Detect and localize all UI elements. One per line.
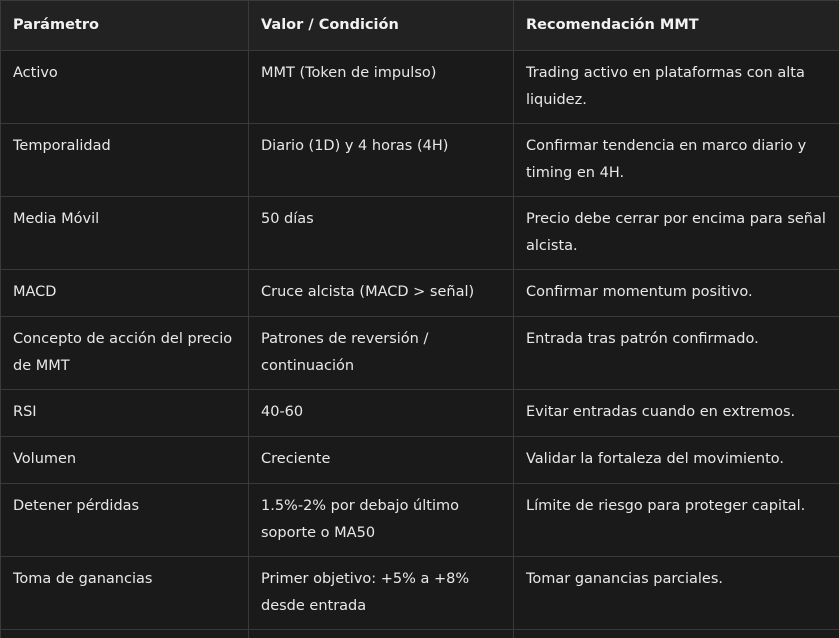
cell-parametro: Detener pérdidas [1,484,249,557]
table-row [1,484,839,557]
table-row [1,390,839,437]
cell-recomendacion: Precio debe cerrar por encima para señal alcista. [514,197,839,270]
cell-recomendacion: Entrada tras patrón confirmado. [514,317,839,390]
cell-valor: Diario (1D) y 4 horas (4H) [249,124,514,197]
table-body [1,51,839,638]
cell-valor: Cruce alcista (MACD > señal) [249,270,514,317]
header-valor-condicion: Valor / Condición [249,1,514,51]
cell-parametro: Concepto de acción del precio de MMT [1,317,249,390]
cell-valor: MMT (Token de impulso) [249,51,514,124]
cell-parametro: RSI [1,390,249,437]
cell-parametro: Activo [1,51,249,124]
cell-parametro: MACD [1,270,249,317]
cell-parametro: Media Móvil [1,197,249,270]
table-row [1,270,839,317]
header-recomendacion: Recomendación MMT [514,1,839,51]
cell-recomendacion: Validar la fortaleza del movimiento. [514,437,839,484]
table-row [1,197,839,270]
cell-recomendacion: Trading activo en plataformas con alta liquidez. [514,51,839,124]
cell-valor: Creciente [249,437,514,484]
cell-valor: 1.5%-2% por debajo último soporte o MA50 [249,484,514,557]
table-row [1,557,839,630]
cell-valor: Patrones de reversión / continuación [249,317,514,390]
cell-parametro: Temporalidad [1,124,249,197]
cell-parametro: Volumen [1,437,249,484]
table-row [1,317,839,390]
header-parametro: Parámetro [1,1,249,51]
cell-recomendacion: Evitar entradas cuando en extremos. [514,390,839,437]
table-row [1,124,839,197]
cell-valor: 50 días [249,197,514,270]
cell-parametro: Toma de ganancias [1,557,249,630]
cell-valor: Primer objetivo: +5% a +8% desde entrada [249,557,514,630]
cell-recomendacion: Confirmar tendencia en marco diario y timing en 4H. [514,124,839,197]
cell-recomendacion: Confirmar momentum positivo. [514,270,839,317]
table-header [1,1,839,51]
header-row [1,1,839,51]
table-row [1,51,839,124]
cell-recomendacion: Límite de riesgo para proteger capital. [514,484,839,557]
table-row [1,437,839,484]
cell-recomendacion: Tomar ganancias parciales. [514,557,839,630]
cell-valor: 40-60 [249,390,514,437]
